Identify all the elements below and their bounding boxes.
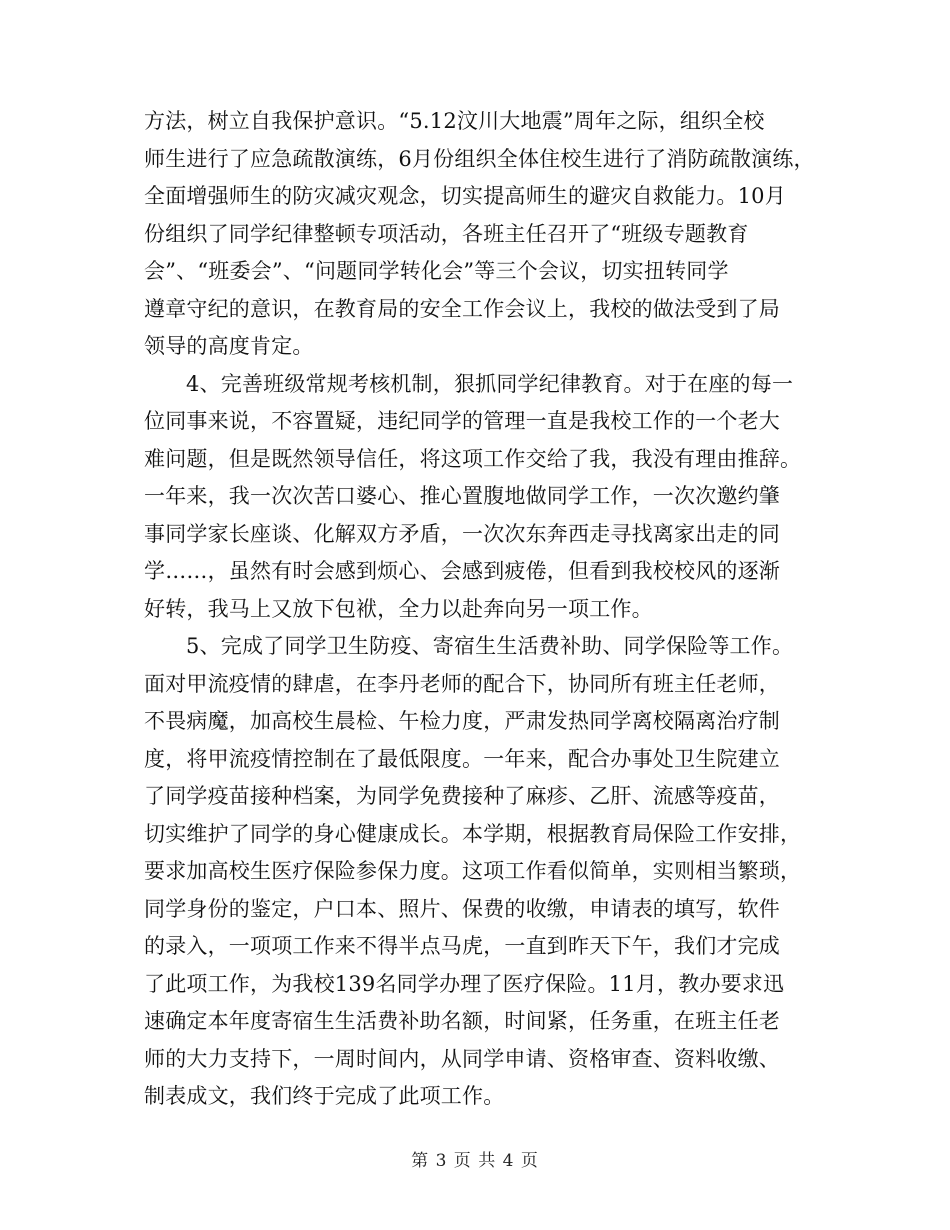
text-line: 方法，树立自我保护意识。“5.12汶川大地震”周年之际，组织全校: [144, 109, 765, 133]
page-number-label: 第 3 页 共 4 页: [411, 1151, 539, 1171]
text-line: 学……，虽然有时会感到烦心、会感到疲倦，但看到我校校风的逐渐: [144, 559, 780, 583]
document-body: [144, 103, 834, 1116]
text-line: 师的大力支持下，一周时间内，从同学申请、资格审查、资料收缴、: [144, 1046, 780, 1071]
text-line: 会”、“班委会”、“问题同学转化会”等三个会议，切实扭转同学: [144, 259, 729, 283]
text-line: 好转，我马上又放下包袱，全力以赴奔向另一项工作。: [144, 596, 653, 621]
text-line: 了同学疫苗接种档案，为同学免费接种了麻疹、乙肝、流感等疫苗，: [144, 784, 780, 808]
text-line: 5、完成了同学卫生防疫、寄宿生生活费补助、同学保险等工作。: [186, 634, 794, 658]
text-line: 度，将甲流疫情控制在了最低限度。一年来，配合办事处卫生院建立: [144, 746, 780, 771]
page-footer: [0, 1146, 950, 1171]
text-line: 一年来，我一次次苦口婆心、推心置腹地做同学工作，一次次邀约肇: [144, 484, 780, 508]
text-line: 遵章守纪的意识，在教育局的安全工作会议上，我校的做法受到了局: [144, 296, 780, 321]
text-line: 了此项工作，为我校139名同学办理了医疗保险。11月，教办要求迅: [144, 971, 785, 996]
paragraph: [144, 103, 834, 366]
text-line: 的录入，一项项工作来不得半点马虎，一直到昨天下午，我们才完成: [144, 934, 780, 958]
text-line: 4、完善班级常规考核机制，狠抓同学纪律教育。对于在座的每一: [186, 371, 794, 396]
text-line: 难问题，但是既然领导信任，将这项工作交给了我，我没有理由推辞。: [144, 446, 802, 471]
text-line: 要求加高校生医疗保险参保力度。这项工作看似简单，实则相当繁琐，: [144, 859, 802, 883]
text-line: 同学身份的鉴定，户口本、照片、保费的收缴，申请表的填写，软件: [144, 896, 780, 921]
text-line: 领导的高度肯定。: [144, 334, 314, 358]
text-line: 不畏病魔，加高校生晨检、午检力度，严肃发热同学离校隔离治疗制: [144, 709, 780, 733]
text-line: 面对甲流疫情的肆虐，在李丹老师的配合下，协同所有班主任老师，: [144, 671, 780, 696]
text-line: 事同学家长座谈、化解双方矛盾，一次次东奔西走寻找离家出走的同: [144, 521, 780, 546]
text-line: 位同事来说，不容置疑，违纪同学的管理一直是我校工作的一个老大: [144, 409, 780, 433]
text-line: 速确定本年度寄宿生生活费补助名额，时间紧，任务重，在班主任老: [144, 1009, 780, 1033]
paragraph: [144, 366, 834, 629]
paragraph: [144, 628, 834, 1116]
text-line: 全面增强师生的防灾减灾观念，切实提高师生的避灾自救能力。10月: [144, 184, 786, 208]
text-line: 份组织了同学纪律整顿专项活动，各班主任召开了“班级专题教育: [144, 221, 749, 246]
text-line: 切实维护了同学的身心健康成长。本学期，根据教育局保险工作安排，: [144, 821, 802, 846]
text-line: 师生进行了应急疏散演练，6月份组织全体住校生进行了消防疏散演练，: [144, 146, 815, 171]
text-line: 制表成文，我们终于完成了此项工作。: [144, 1084, 505, 1108]
